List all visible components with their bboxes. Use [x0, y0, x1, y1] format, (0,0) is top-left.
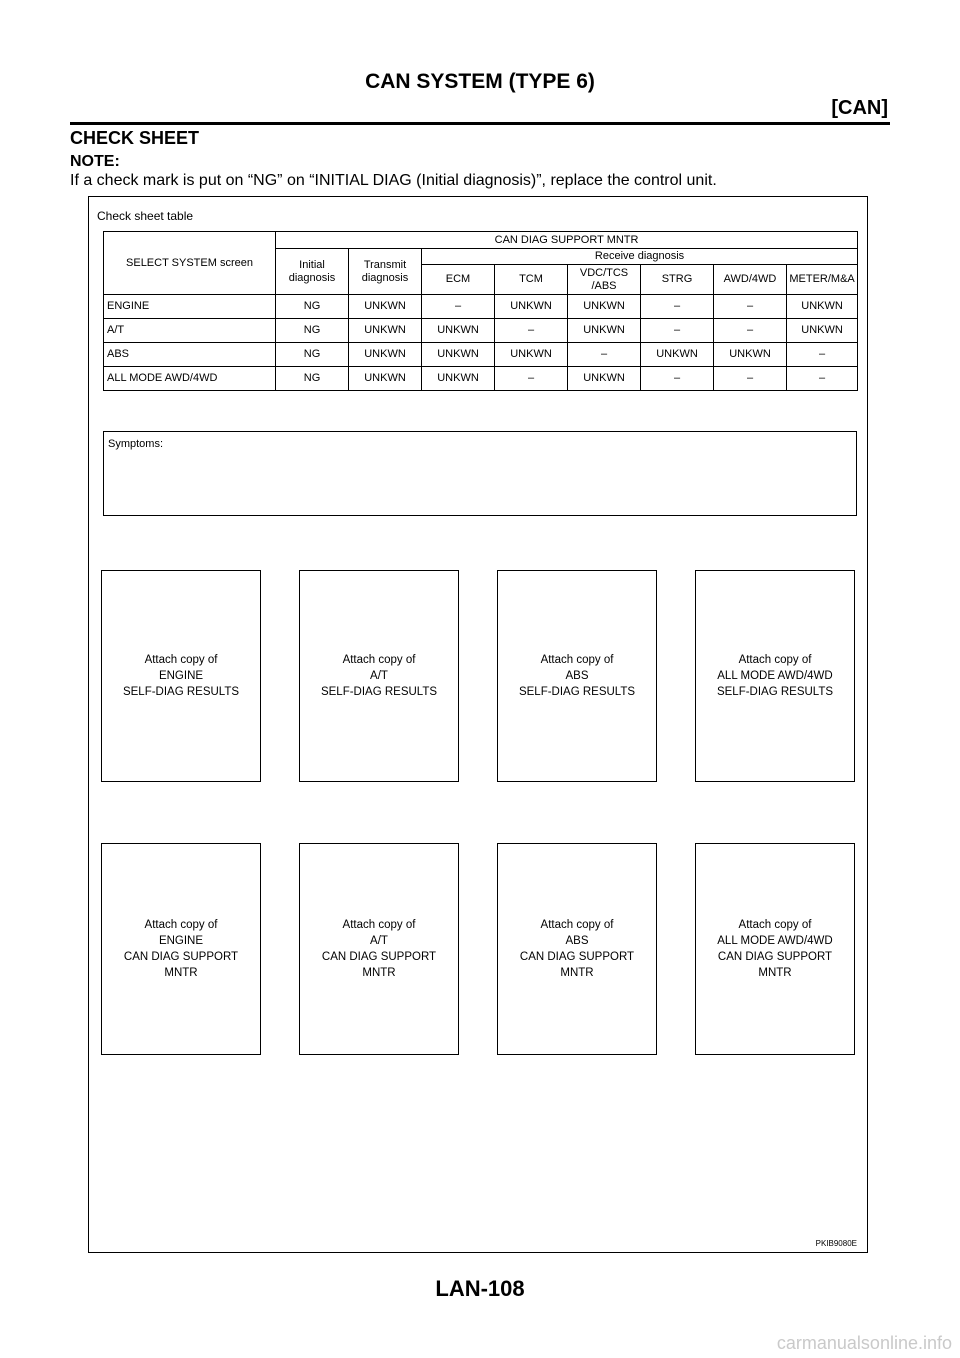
- table-cell: –: [714, 295, 787, 319]
- attach-copy-label: Attach copy of ENGINE SELF-DIAG RESULTS: [122, 653, 240, 699]
- check-sheet-figure: [88, 196, 868, 1253]
- receive-col-header: AWD/4WD: [714, 265, 787, 295]
- section-heading: CHECK SHEET: [70, 128, 200, 148]
- receive-col-header: TCM: [495, 265, 568, 295]
- attach-copy-box: [101, 570, 261, 782]
- table-cell: NG: [276, 343, 349, 367]
- row-system-name: ABS: [104, 343, 276, 367]
- attach-copy-box: [497, 570, 657, 782]
- attach-copy-label: Attach copy of ABS CAN DIAG SUPPORT MNTR: [519, 918, 635, 980]
- table-cell: UNKWN: [787, 319, 858, 343]
- table-cell: –: [641, 319, 714, 343]
- attach-copy-label: Attach copy of ALL MODE AWD/4WD SELF-DIAG RESULTS: [716, 653, 834, 699]
- attach-copy-label: Attach copy of A/T CAN DIAG SUPPORT MNTR: [321, 918, 437, 980]
- table-cell: NG: [276, 319, 349, 343]
- receive-col-header: VDC/TCS /ABS: [568, 265, 641, 295]
- table-cell: –: [787, 367, 858, 391]
- table-row: [104, 367, 858, 391]
- table-cell: –: [714, 367, 787, 391]
- header-divider: [70, 122, 890, 125]
- attach-copy-box: [497, 843, 657, 1055]
- receive-col-header: STRG: [641, 265, 714, 295]
- attach-copy-label: Attach copy of ENGINE CAN DIAG SUPPORT MNTR: [123, 918, 239, 980]
- table-cell: NG: [276, 367, 349, 391]
- attach-copy-box: [101, 843, 261, 1055]
- figure-code: PKIB9080E: [815, 1239, 857, 1248]
- table-cell: UNKWN: [349, 319, 422, 343]
- figure-caption: Check sheet table: [97, 209, 194, 223]
- receive-diagnosis-header: Receive diagnosis: [422, 249, 858, 265]
- watermark: carmanualsonline.info: [776, 1333, 952, 1353]
- table-cell: –: [641, 295, 714, 319]
- check-sheet-table: [103, 231, 858, 391]
- row-system-name: A/T: [104, 319, 276, 343]
- note-label: NOTE:: [70, 153, 120, 170]
- table-cell: UNKWN: [422, 319, 495, 343]
- attach-copy-box: [299, 570, 459, 782]
- attach-copy-box: [695, 570, 855, 782]
- receive-col-header: ECM: [422, 265, 495, 295]
- select-system-header: SELECT SYSTEM screen: [104, 232, 276, 295]
- table-cell: –: [495, 367, 568, 391]
- attach-copy-label: Attach copy of ALL MODE AWD/4WD CAN DIAG SUPPORT MNTR: [717, 918, 833, 980]
- attach-copy-box: [299, 843, 459, 1055]
- row-system-name: ENGINE: [104, 295, 276, 319]
- symptoms-label: Symptoms:: [108, 438, 164, 450]
- table-cell: –: [714, 319, 787, 343]
- table-cell: –: [495, 319, 568, 343]
- support-monitor-header: CAN DIAG SUPPORT MNTR: [276, 232, 858, 249]
- row-system-name: ALL MODE AWD/4WD: [104, 367, 276, 391]
- table-cell: UNKWN: [641, 343, 714, 367]
- table-row: [104, 319, 858, 343]
- receive-col-header: METER/M&A: [787, 265, 858, 295]
- table-cell: UNKWN: [495, 343, 568, 367]
- attach-copy-label: Attach copy of ABS SELF-DIAG RESULTS: [518, 653, 636, 699]
- table-cell: NG: [276, 295, 349, 319]
- section-tag: [CAN]: [831, 97, 888, 119]
- table-row: [104, 343, 858, 367]
- page-number: LAN-108: [435, 1276, 525, 1301]
- table-cell: UNKWN: [422, 343, 495, 367]
- table-cell: UNKWN: [495, 295, 568, 319]
- table-cell: UNKWN: [568, 367, 641, 391]
- table-cell: –: [641, 367, 714, 391]
- table-cell: UNKWN: [349, 367, 422, 391]
- table-cell: UNKWN: [349, 295, 422, 319]
- table-row: [104, 295, 858, 319]
- transmit-diagnosis-header: Transmit diagnosis: [349, 249, 422, 295]
- table-cell: –: [422, 295, 495, 319]
- table-cell: UNKWN: [714, 343, 787, 367]
- attach-copy-box: [695, 843, 855, 1055]
- table-cell: UNKWN: [349, 343, 422, 367]
- table-cell: UNKWN: [568, 295, 641, 319]
- table-cell: UNKWN: [422, 367, 495, 391]
- table-cell: –: [568, 343, 641, 367]
- symptoms-box: [103, 431, 857, 516]
- table-cell: UNKWN: [568, 319, 641, 343]
- table-cell: UNKWN: [787, 295, 858, 319]
- note-text: If a check mark is put on “NG” on “INITIAL DIAG (Initial diagnosis)”, replace the control unit.: [70, 172, 717, 189]
- attach-copy-label: Attach copy of A/T SELF-DIAG RESULTS: [320, 653, 438, 699]
- initial-diagnosis-header: Initial diagnosis: [276, 249, 349, 295]
- table-cell: –: [787, 343, 858, 367]
- page-title: CAN SYSTEM (TYPE 6): [365, 70, 595, 93]
